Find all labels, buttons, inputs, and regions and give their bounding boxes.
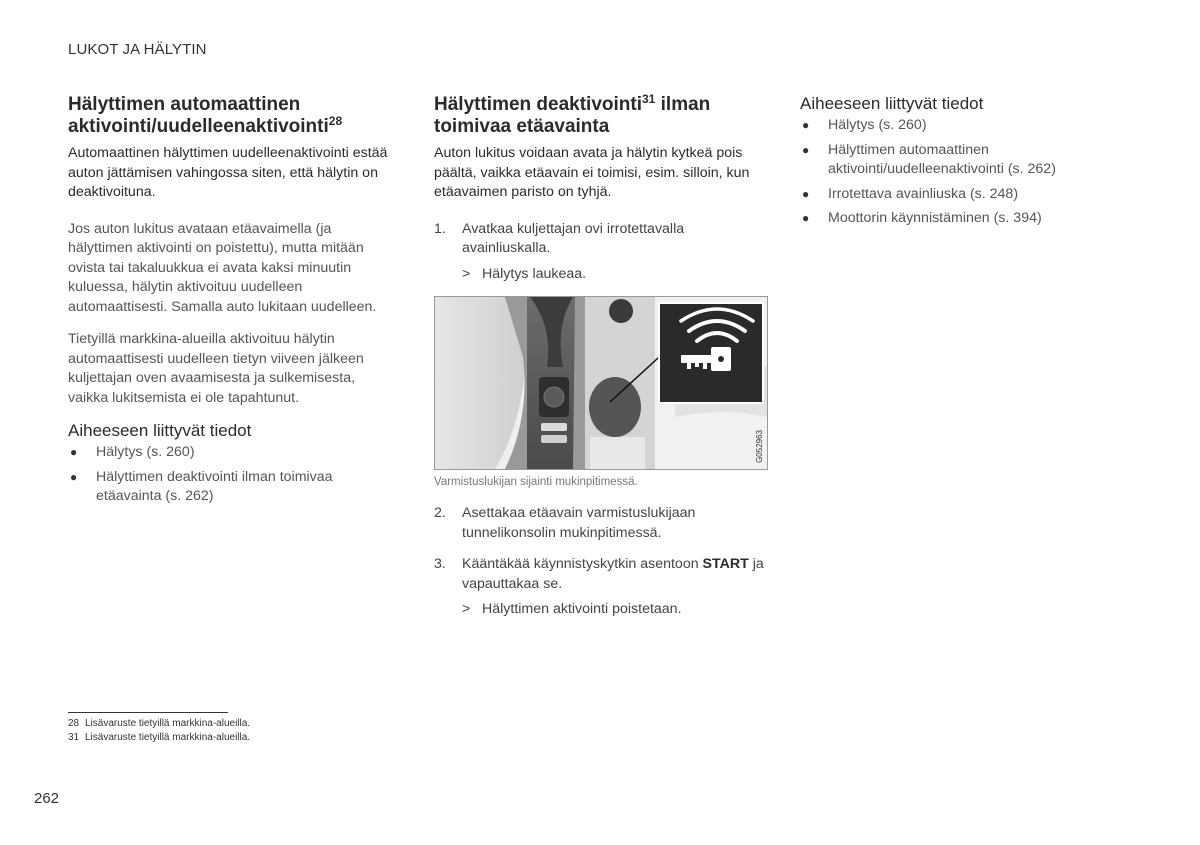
footnote-number: 28	[68, 718, 80, 729]
related-info-heading: Aiheeseen liittyvät tiedot	[68, 421, 252, 440]
related-links	[68, 443, 398, 507]
heading-part2: ilman	[655, 94, 711, 115]
body-paragraph: Tietyillä markkina-alueilla aktivoituu hälytin automaattisesti uudelleen tietyn viiveen jälkeen kuljettajan oven avaamisesta ja sulkemisesta, vaikka lukitsemista ei ole tapahtunut.	[68, 331, 364, 406]
footnote-text: Lisävaruste tietyillä markkina-alueilla.	[85, 732, 251, 743]
step-text-part: ja vapauttakaa se.	[462, 556, 764, 592]
footnote-number: 31	[68, 732, 80, 743]
related-link[interactable]	[800, 185, 1130, 205]
step-number: 3.	[434, 556, 446, 572]
result-arrow-icon: >	[462, 601, 471, 617]
section-header: LUKOT JA HÄLYTIN	[68, 41, 207, 58]
step-text: Avatkaa kuljettajan ovi irrotettavalla avainliuskalla.	[462, 220, 685, 256]
related-links	[800, 116, 1130, 229]
step-text	[462, 556, 764, 592]
footnote-divider	[68, 712, 228, 713]
step-item	[434, 220, 770, 285]
column-auto-activation	[68, 94, 398, 512]
figure-code: G052963	[755, 430, 764, 463]
steps-list	[434, 220, 770, 285]
bullet-icon: ●	[802, 118, 810, 132]
start-keyword: START	[702, 556, 749, 572]
heading-line2: toimivaa etäavainta	[434, 116, 610, 137]
step-number: 1.	[434, 220, 446, 237]
footnotes	[68, 717, 250, 745]
related-link-label: Moottorin käynnistäminen (s. 394)	[828, 210, 1042, 226]
related-link[interactable]	[68, 443, 398, 463]
bullet-icon: ●	[70, 469, 78, 484]
related-link-label: Hälytys (s. 260)	[96, 444, 195, 460]
result-arrow-icon: >	[462, 265, 471, 282]
related-link-label: Hälyttimen deaktivointi ilman toimivaa etäavainta (s. 262)	[96, 468, 333, 504]
steps-list-continued	[434, 504, 770, 620]
related-link-label: Hälytys (s. 260)	[828, 117, 927, 133]
footnote-ref[interactable]: 31	[642, 92, 656, 106]
lead-paragraph: Automaattinen hälyttimen uudelleenaktivointi estää auton jättämisen vahingossa siten, että hälytin on deaktivoituna.	[68, 145, 388, 200]
heading-auto-activation	[68, 94, 398, 138]
result-text: Hälyttimen aktivointi poistetaan.	[482, 601, 682, 617]
related-link-label: Hälyttimen automaattinen aktivointi/uudelleenaktivointi (s. 262)	[828, 141, 1056, 177]
related-link[interactable]	[800, 141, 1130, 180]
footnote-text: Lisävaruste tietyillä markkina-alueilla.	[85, 718, 251, 729]
column-deactivation	[434, 94, 770, 632]
body-paragraph: Jos auton lukitus avataan etäavaimella (ja hälyttimen aktivointi on poistettu), mutta mitään ovista tai takaluukkua ei avata kaksi minuutin kuluessa, hälytin aktivoituu uudelleen automaattisesti. Samalla auto lukitaan uudelleen.	[68, 220, 377, 315]
footnote	[68, 717, 250, 731]
figure-caption: Varmistuslukijan sijainti mukinpitimessä.	[434, 476, 638, 488]
related-link[interactable]	[800, 209, 1130, 229]
step-number: 2.	[434, 505, 446, 521]
footnote-ref[interactable]: 28	[328, 114, 343, 128]
step-result	[462, 265, 770, 285]
footnote	[68, 731, 250, 745]
bullet-icon: ●	[802, 186, 810, 201]
heading-part1: Hälyttimen deaktivointi	[434, 94, 642, 115]
step-item	[434, 555, 770, 620]
column-related	[800, 94, 1130, 234]
related-info-heading: Aiheeseen liittyvät tiedot	[800, 94, 984, 113]
bullet-icon: ●	[802, 142, 810, 157]
bullet-icon: ●	[70, 445, 78, 459]
heading-line1: Hälyttimen automaattinen	[68, 94, 301, 115]
related-link[interactable]	[800, 116, 1130, 136]
related-link-label: Irrotettava avainliuska (s. 248)	[828, 185, 1019, 202]
bullet-icon: ●	[802, 211, 810, 225]
console-illustration	[435, 297, 767, 469]
console-photo	[434, 296, 768, 470]
page-number: 262	[34, 790, 60, 807]
step-text: Asettakaa etäavain varmistuslukijaan tunnelikonsolin mukinpitimessä.	[462, 505, 696, 541]
step-result	[462, 600, 770, 620]
related-link[interactable]	[68, 468, 398, 507]
heading-line2: aktivointi/uudelleenaktivointi	[68, 116, 329, 137]
step-item	[434, 504, 770, 543]
heading-deactivation	[434, 94, 770, 138]
lead-paragraph: Auton lukitus voidaan avata ja hälytin kytkeä pois päältä, vaikka etäavain ei toimisi, esim. silloin, kun etäavaimen paristo on tyhjä.	[434, 145, 750, 200]
result-text: Hälytys laukeaa.	[482, 265, 587, 282]
step-text-part: Kääntäkää käynnistyskytkin asentoon	[462, 556, 703, 572]
